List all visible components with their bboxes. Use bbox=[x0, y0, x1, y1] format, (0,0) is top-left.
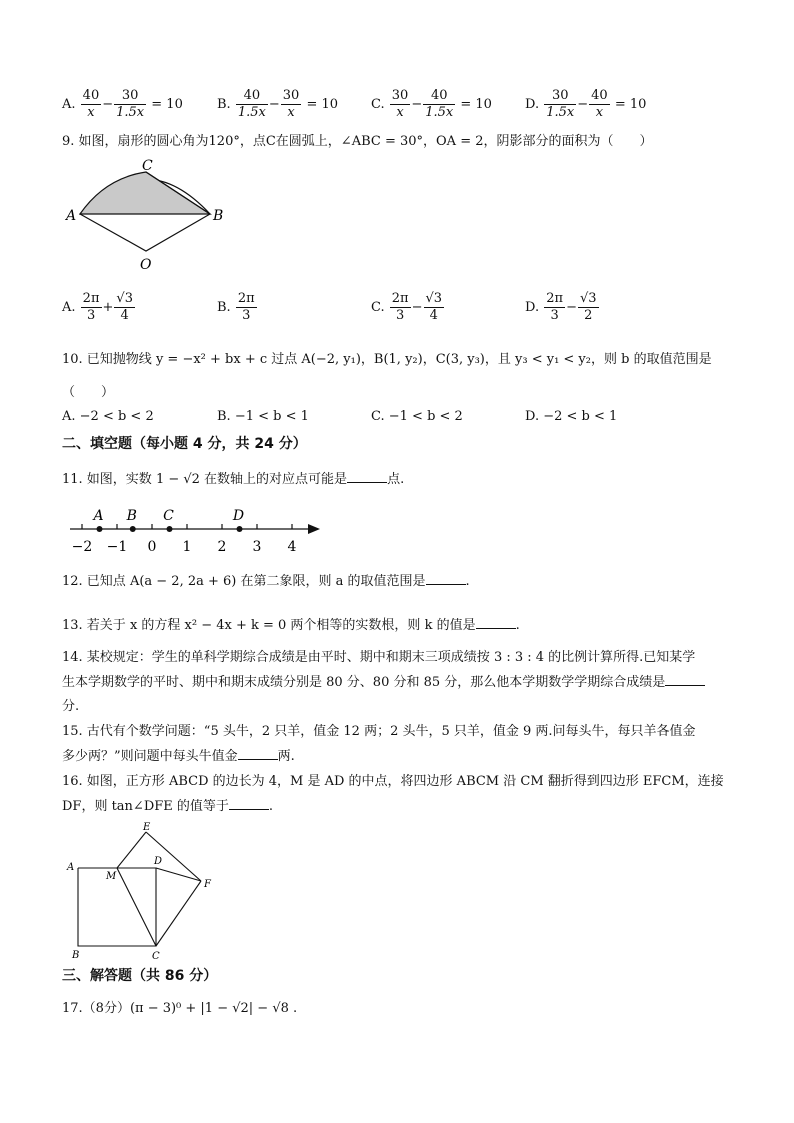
section-2-heading: 二、填空题（每小题 4 分，共 24 分） bbox=[62, 436, 307, 452]
q11-blank bbox=[347, 470, 387, 483]
label-b: B bbox=[213, 208, 224, 224]
label-f: F bbox=[204, 879, 211, 890]
q16-line-2 bbox=[62, 797, 273, 817]
q8-option-a: A. $\frac{40}{x}$ − $\frac{30}{1.5x}$ = 10 bbox=[62, 88, 183, 120]
segment-me bbox=[117, 832, 146, 868]
segment-fc bbox=[156, 881, 201, 946]
q12-end: . bbox=[465, 574, 470, 589]
point-d bbox=[237, 526, 243, 532]
q16-blank bbox=[229, 797, 269, 810]
q11-text-after: 点. bbox=[387, 472, 405, 487]
q8-option-b: B. $\frac{40}{1.5x}$ − $\frac{30}{x}$ = 10 bbox=[217, 88, 339, 120]
tick-label: 3 bbox=[252, 539, 262, 555]
q12-blank bbox=[426, 572, 466, 585]
q10-option-b: B. −1 < b < 1 bbox=[217, 409, 309, 424]
q9-option-c: C. $\frac{2\pi}{3}$ − $\frac{√3}{4}$ bbox=[371, 291, 443, 323]
tick-label: −1 bbox=[106, 539, 128, 555]
q8-option-d: D. $\frac{30}{1.5x}$ − $\frac{40}{x}$ = 10 bbox=[525, 88, 647, 120]
square-abcd bbox=[78, 868, 156, 946]
q13-end: . bbox=[515, 618, 520, 633]
tick-label: 0 bbox=[147, 539, 157, 555]
label-m: M bbox=[106, 871, 117, 882]
label-c: C bbox=[152, 951, 160, 962]
q15-line-1: 15. 古代有个数学问题：“5 头牛，2 只羊，值金 12 两；2 头牛，5 只羊，值金 9 两.问每头牛，每只羊各值金 bbox=[62, 724, 696, 739]
q9-option-a: A. $\frac{2\pi}{3}$ + $\frac{√3}{4}$ bbox=[62, 291, 133, 323]
segment-mc bbox=[117, 868, 156, 946]
q9-stem: 9. 如图，扇形的圆心角为120°，点C在圆弧上，∠ABC = 30°，OA = 2，阴影部分的面积为（ ） bbox=[62, 134, 653, 149]
q9-sector-figure bbox=[60, 158, 240, 273]
q16-square-figure bbox=[62, 820, 232, 962]
label-a: A bbox=[67, 862, 75, 873]
tick-label: 1 bbox=[182, 539, 192, 555]
q9-option-d: D. $\frac{2\pi}{3}$ − $\frac{√3}{2}$ bbox=[525, 291, 597, 323]
q11-stem bbox=[62, 470, 404, 490]
q15-blank bbox=[238, 747, 278, 760]
q14-line-3: 分. bbox=[62, 699, 80, 714]
point-a bbox=[97, 526, 103, 532]
point-c bbox=[167, 526, 173, 532]
q13-stem bbox=[62, 616, 520, 636]
q12-stem bbox=[62, 572, 470, 592]
q11-number-line bbox=[62, 500, 332, 560]
shaded-region bbox=[80, 172, 210, 214]
point-label-d: D bbox=[232, 508, 245, 524]
q14-text: 生本学期数学的平时、期中和期末成绩分别是 80 分、80 分和 85 分，那么他本学期数学学期综合成绩是 bbox=[62, 675, 666, 690]
q12-text: 12. 已知点 A(a − 2, 2a + 6) 在第二象限，则 a 的取值范围是 bbox=[62, 574, 426, 589]
q15-text: 多少两？”则问题中每头牛值金 bbox=[62, 749, 238, 764]
q11-text-before: 11. 如图，实数 1 − √2 在数轴上的对应点可能是 bbox=[62, 472, 348, 487]
q10-option-d: D. −2 < b < 1 bbox=[525, 409, 618, 424]
label-o: O bbox=[140, 257, 152, 273]
q14-blank bbox=[665, 673, 705, 686]
point-label-c: C bbox=[163, 508, 174, 524]
tick-label: 4 bbox=[287, 539, 297, 555]
q16-text: DF，则 tan∠DFE 的值等于 bbox=[62, 799, 229, 814]
q15-line-2 bbox=[62, 747, 295, 767]
q14-line-2 bbox=[62, 673, 705, 693]
q8-option-c: C. $\frac{30}{x}$ − $\frac{40}{1.5x}$ = 10 bbox=[371, 88, 492, 120]
q10-option-c: C. −1 < b < 2 bbox=[371, 409, 463, 424]
label-c: C bbox=[142, 158, 153, 174]
q10-stem: 10. 已知抛物线 y = −x² + bx + c 过点 A(−2, y₁)，B(1, y₂)，C(3, y₃)，且 y₃ < y₁ < y₂，则 b 的取值范围是 bbox=[62, 352, 712, 367]
point-b bbox=[130, 526, 136, 532]
point-label-a: A bbox=[93, 508, 104, 524]
q16-end: . bbox=[268, 799, 274, 814]
point-label-b: B bbox=[126, 508, 137, 524]
tick-label: −2 bbox=[71, 539, 93, 555]
q17-stem: 17.（8分）(π − 3)⁰ + |1 − √2| − √8 . bbox=[62, 1001, 298, 1016]
label-d: D bbox=[154, 856, 163, 867]
q16-line-1: 16. 如图，正方形 ABCD 的边长为 4，M 是 AD 的中点，将四边形 ABCM 沿 CM 翻折得到四边形 EFCM，连接 bbox=[62, 774, 724, 789]
tick-label: 2 bbox=[217, 539, 227, 555]
label-a: A bbox=[66, 208, 77, 224]
q9-option-b: B. $\frac{2\pi}{3}$ bbox=[217, 291, 255, 323]
label-b: B bbox=[72, 950, 80, 961]
q10-option-a: A. −2 < b < 2 bbox=[62, 409, 154, 424]
q14-line-1: 14. 某校规定：学生的单科学期综合成绩是由平时、期中和期末三项成绩按 3 : 3 : 4 的比例计算所得.已知某学 bbox=[62, 650, 696, 665]
q13-text: 13. 若关于 x 的方程 x² − 4x + k = 0 两个相等的实数根，则 k 的值是 bbox=[62, 618, 476, 633]
section-3-heading: 三、解答题（共 86 分） bbox=[62, 968, 218, 984]
axis-arrow bbox=[308, 524, 320, 534]
q10-paren: （ ） bbox=[62, 385, 115, 400]
q13-blank bbox=[476, 616, 516, 629]
q15-end: 两. bbox=[277, 749, 295, 764]
label-e: E bbox=[143, 822, 151, 833]
